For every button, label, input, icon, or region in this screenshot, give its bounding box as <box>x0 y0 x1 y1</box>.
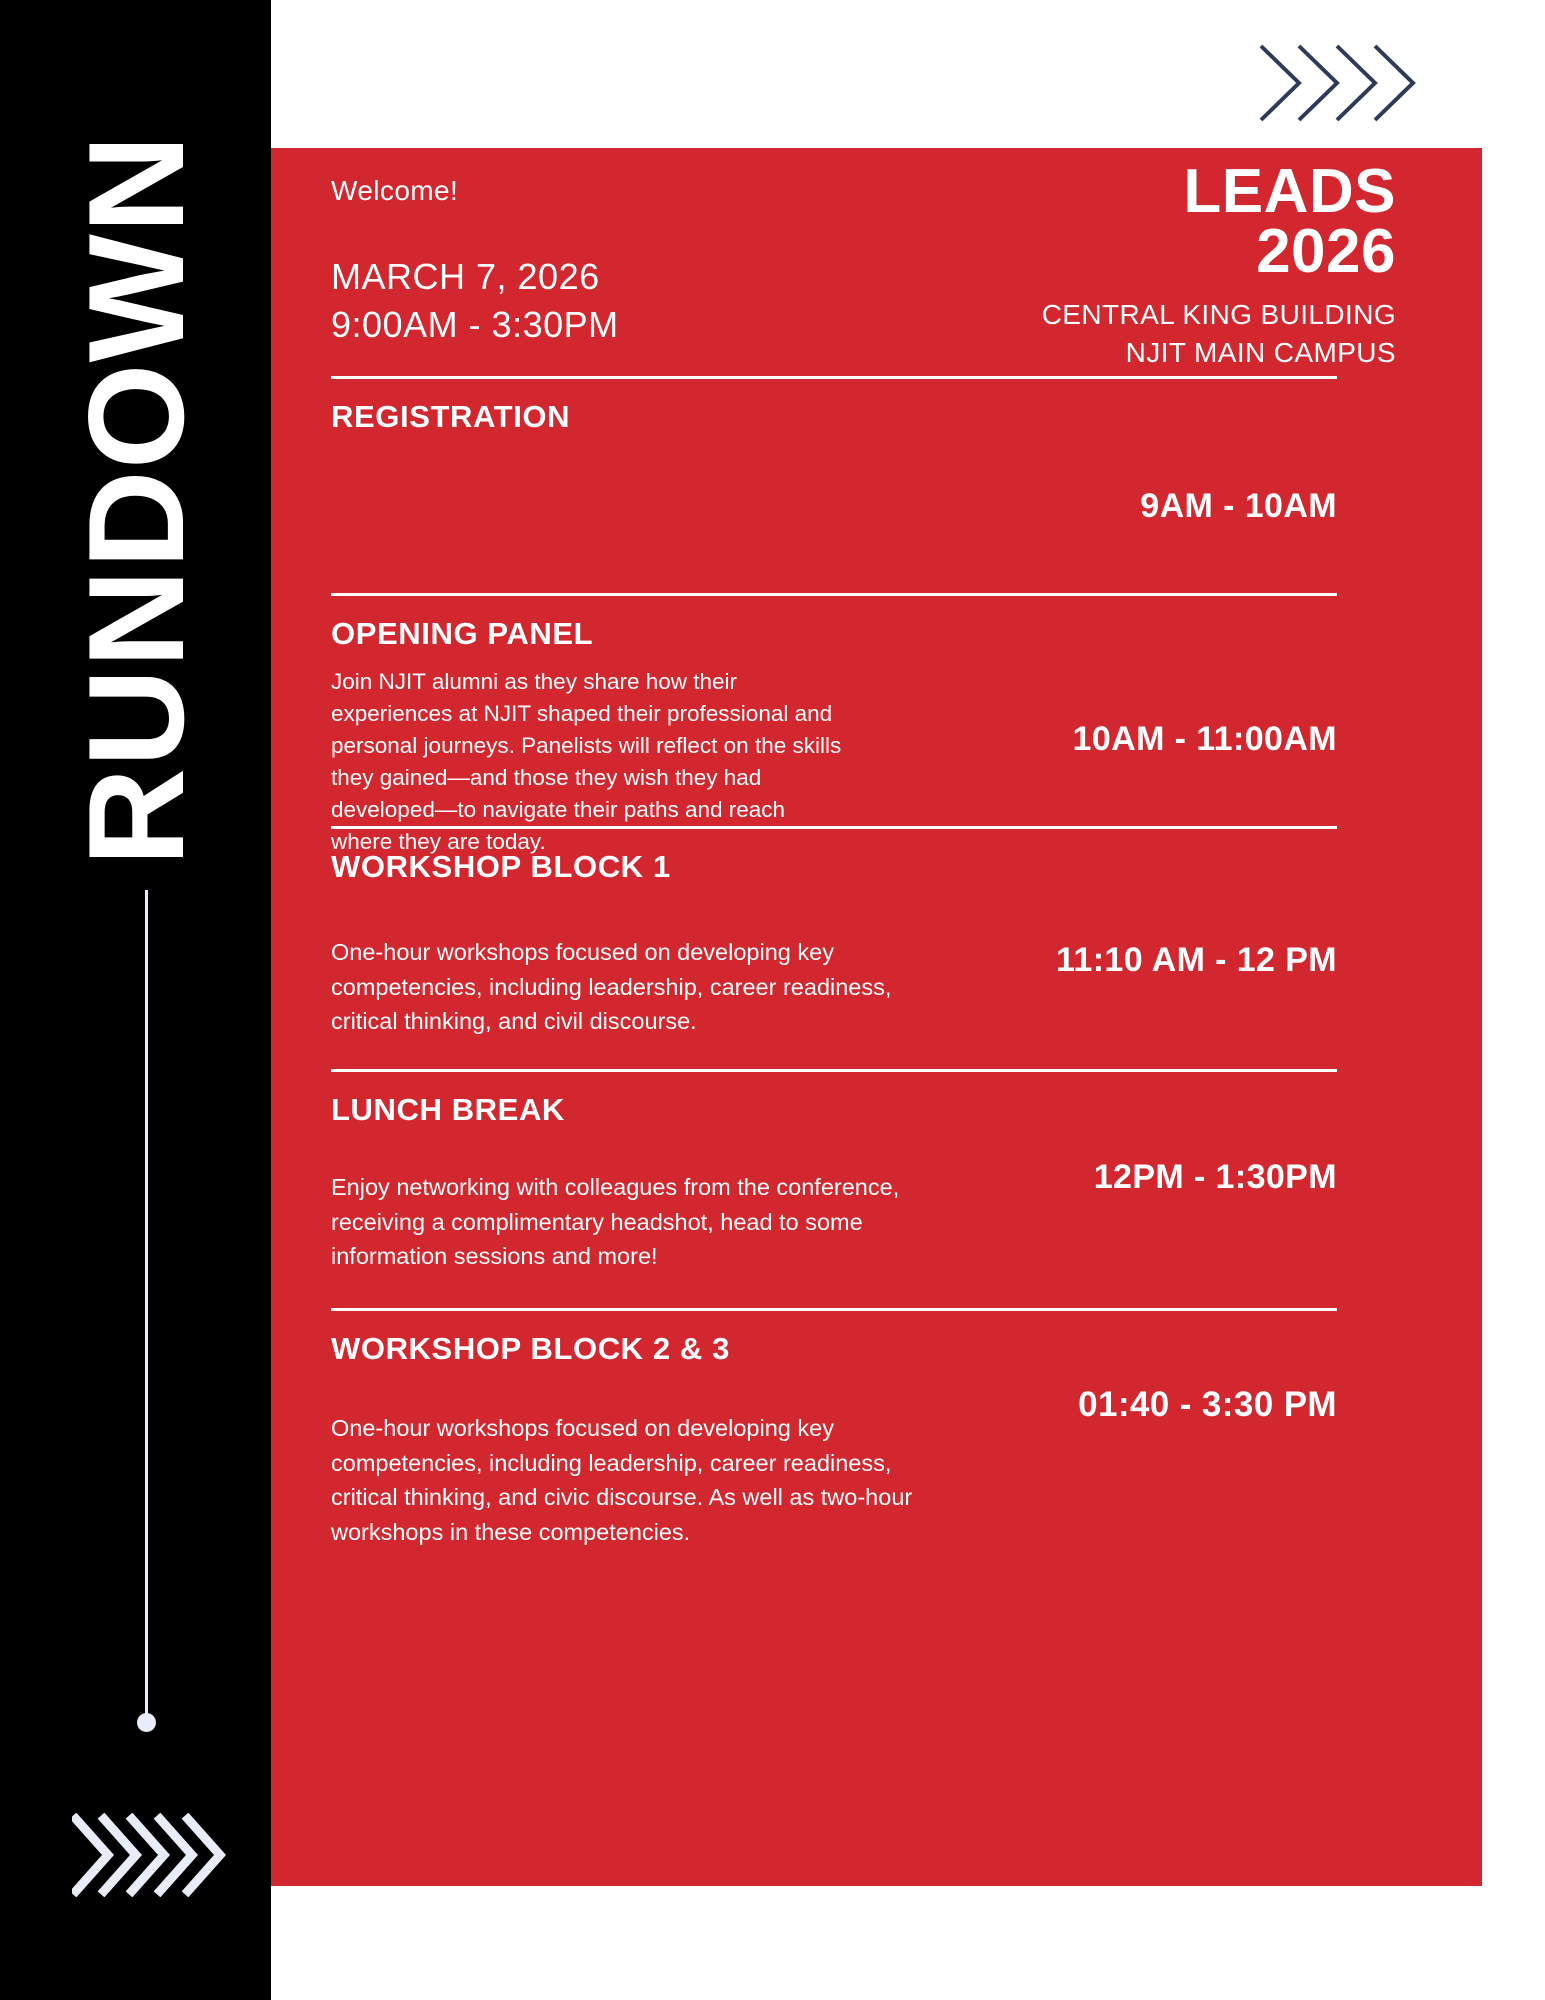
schedule-title: OPENING PANEL <box>331 616 594 651</box>
brand-year: 2026 <box>1256 216 1396 286</box>
schedule-row-opening-panel <box>331 596 1337 854</box>
schedule-time: 11:10 AM - 12 PM <box>1055 941 1337 979</box>
schedule-description: One-hour workshops focused on developing key competencies, including leadership, career readiness, critical thinking, and civil discourse. <box>331 939 892 1035</box>
schedule-time: 10AM - 11:00AM <box>1072 720 1337 758</box>
schedule-title: WORKSHOP BLOCK 2 & 3 <box>331 1331 730 1366</box>
content-column <box>331 148 1396 1886</box>
schedule-description: Join NJIT alumni as they share how their experiences at NJIT shaped their professional and personal journeys. Panelists will reflect on the skills they gained—and those they wish they had developed—to navigate their paths and reach where they are today. <box>331 669 842 854</box>
venue-building: CENTRAL KING BUILDING <box>1041 299 1396 331</box>
schedule-title: WORKSHOP BLOCK 1 <box>331 849 671 884</box>
schedule-body <box>331 885 1337 1039</box>
schedule-title: LUNCH BREAK <box>331 1092 565 1127</box>
sidebar-vertical-line <box>145 890 148 1722</box>
schedule-time: 9AM - 10AM <box>1140 487 1337 525</box>
page-title-rundown: RUNDOWN <box>59 133 212 867</box>
event-datetime <box>331 253 619 348</box>
event-date: MARCH 7, 2026 <box>331 256 600 297</box>
brand-name: LEADS <box>1183 157 1396 226</box>
schedule-row-workshop-block-2-3 <box>331 1311 1337 1561</box>
schedule-row-workshop-block-1 <box>331 829 1337 1069</box>
schedule-body <box>331 1128 1337 1274</box>
event-time-range: 9:00AM - 3:30PM <box>331 303 619 345</box>
schedule-time: 12PM - 1:30PM <box>1093 1158 1337 1196</box>
schedule-description: Enjoy networking with colleagues from the conference, receiving a complimentary headshot, head to some information sessions and more! <box>331 1174 900 1270</box>
schedule-body <box>331 1367 1337 1549</box>
timeline-dot <box>137 1713 156 1732</box>
vertical-title-container <box>0 120 271 880</box>
venue-block <box>1042 296 1396 372</box>
schedule-description: One-hour workshops focused on developing key competencies, including leadership, career readiness, critical thinking, and civic discourse. As well as two-hour workshops in these competencies. <box>331 1415 913 1545</box>
schedule-body <box>331 652 1337 858</box>
venue-campus: NJIT MAIN CAMPUS <box>1125 337 1396 369</box>
chevrons-right-icon-top <box>1255 38 1430 128</box>
welcome-label: Welcome! <box>331 175 459 206</box>
main-red-panel <box>271 148 1482 1886</box>
schedule-title: REGISTRATION <box>331 399 571 434</box>
event-header <box>331 148 1396 376</box>
schedule-time: 01:40 - 3:30 PM <box>1078 1385 1337 1424</box>
schedule-row-lunch-break <box>331 1072 1337 1308</box>
event-branding <box>1041 157 1396 372</box>
chevrons-right-icon <box>72 1813 232 1897</box>
schedule-row-registration <box>331 379 1337 593</box>
left-sidebar <box>0 0 271 2000</box>
